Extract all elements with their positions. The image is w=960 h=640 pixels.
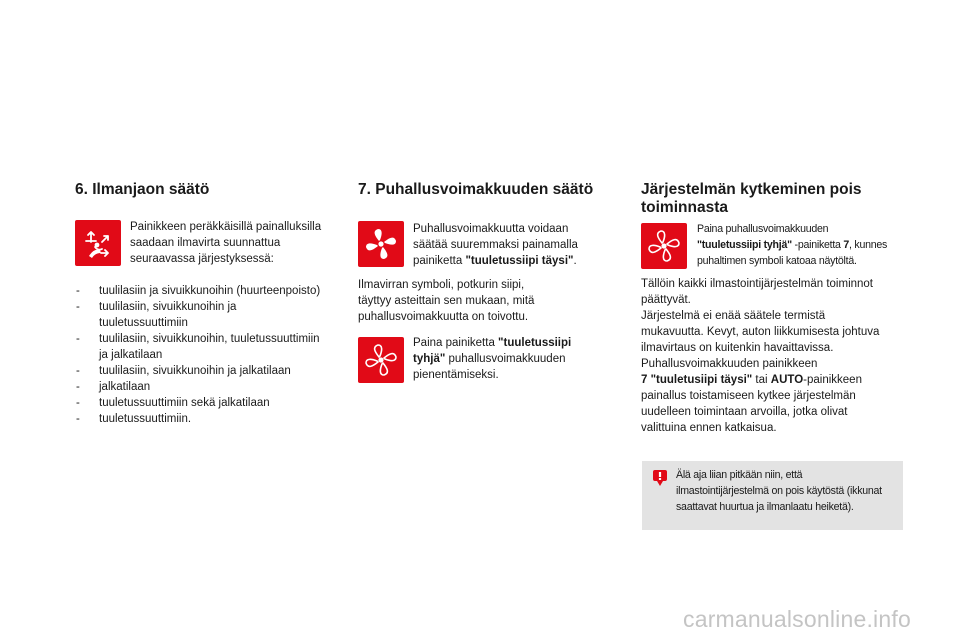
body-line: ilmavirtaus on kuitenkin havaittavissa. [641,342,834,354]
fan-increase-line: painiketta "tuuletussiipi täysi". [413,255,577,267]
body-line: mukavuutta. Kevyt, auton liikkumisesta johtuva [641,326,880,338]
body-line: valittuina ennen katkaisua. [641,422,777,434]
body-line: uudelleen toimintaan arvoilla, jotka olivat [641,406,848,418]
air-distribution-list [75,283,350,427]
list-item: - jalkatilaan [75,379,350,395]
list-item: - tuuletussuuttimiin sekä jalkatilaan [75,395,350,411]
system-off-instruction-line: puhaltimen symboli katoaa näytöltä. [697,255,857,267]
list-item: - tuulilasiin, sivuikkunoihin ja jalkatilaan [75,363,350,379]
section-heading-system-off: Järjestelmän kytkeminen pois toiminnasta [641,181,862,216]
list-item: - tuulilasiin, sivuikkunoihin, tuuletussuuttimiin ja jalkatilaan [75,331,350,363]
fan-full-icon [358,221,404,267]
system-off-instruction-line: Paina puhallusvoimakkuuden [697,223,829,235]
body-line: 7 "tuuletusiipi täysi" tai AUTO-painikkeen [641,374,862,386]
watermark: carmanualsonline.info [683,606,911,632]
fan-empty-icon [641,223,687,269]
section-heading-air-distribution: 6. Ilmanjaon säätö [75,181,210,198]
fan-increase-line: Puhallusvoimakkuutta voidaan [413,223,569,235]
intro-line: Painikkeen peräkkäisillä painalluksilla [130,221,322,233]
list-item: - tuulilasiin, sivuikkunoihin ja tuuletussuuttimiin [75,299,350,331]
fan-symbol-text: täyttyy asteittain sen mukaan, mitä [358,295,535,307]
fan-empty-button-icon [358,337,404,383]
fan-symbol-text: Ilmavirran symboli, potkurin siipi, [358,279,525,291]
note-line: ilmastointijärjestelmä on pois käytöstä (ikkunat [676,485,882,497]
note-line: Älä aja liian pitkään niin, että [676,469,803,481]
fan-full-button-icon [358,221,404,267]
list-item: - tuulilasiin ja sivuikkunoihin (huurteenpoisto) [75,283,350,299]
intro-line: seuraavassa järjestyksessä: [130,253,274,265]
air-distribution-icon [75,220,121,266]
intro-line: saadaan ilmavirta suunnattua [130,237,281,249]
section-heading-fan-speed: 7. Puhallusvoimakkuuden säätö [358,181,594,198]
body-line: Tällöin kaikki ilmastointijärjestelmän toiminnot [641,278,874,290]
fan-decrease-line: Paina painiketta "tuuletussiipi [413,337,572,349]
fan-decrease-line: tyhjä" puhallusvoimakkuuden [413,353,566,365]
list-item: - tuuletussuuttimiin. [75,411,350,427]
body-line: Puhallusvoimakkuuden painikkeen [641,358,818,370]
warning-icon [652,469,668,487]
note-line: saattavat huurtua ja ilmanlaatu heiketä). [676,501,854,513]
air-distribution-button-icon [75,220,121,266]
warning-note [642,461,903,530]
body-line: painallus toistamiseen kytkee järjestelmän [641,390,856,402]
body-line: Järjestelmä ei enää säätele termistä [641,310,826,322]
fan-empty-icon [358,337,404,383]
fan-symbol-text: puhallusvoimakkuutta on toivottu. [358,311,529,323]
fan-decrease-line: pienentämiseksi. [413,369,499,381]
fan-empty-button-icon [641,223,687,269]
fan-increase-line: säätää suuremmaksi painamalla [413,239,578,251]
body-line: päättyvät. [641,294,691,306]
system-off-instruction-line: "tuuletussiipi tyhjä" -painiketta 7, kunnes [697,239,888,251]
